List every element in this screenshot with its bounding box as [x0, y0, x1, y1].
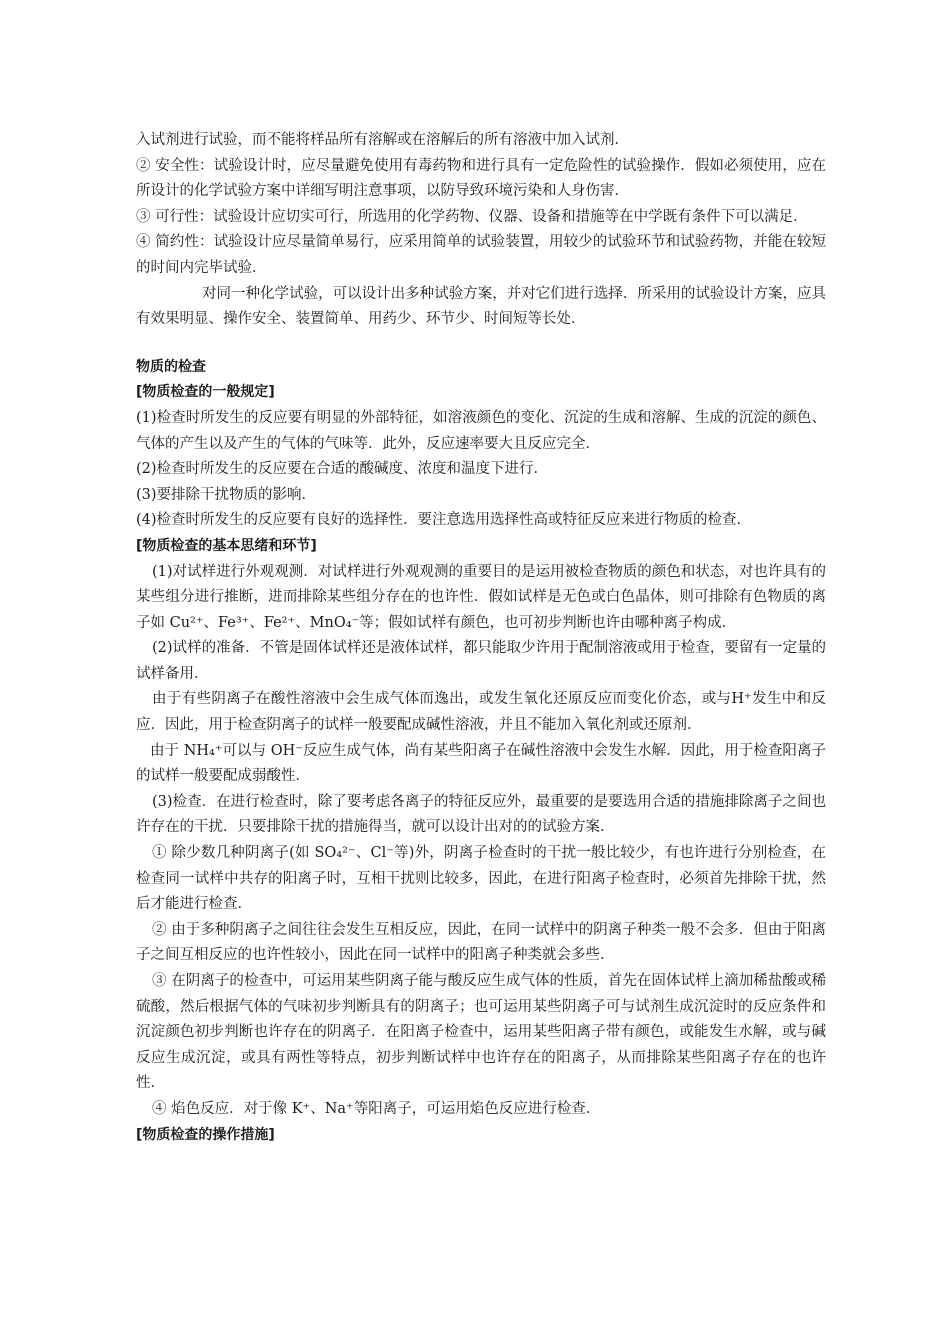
paragraph-simplicity: ④ 简约性：试验设计应尽量简单易行，应采用简单的试验装置，用较少的试验环节和试验药物，并能在较短的时间内完毕试验． — [136, 234, 826, 276]
detection-point-3: ③ 在阴离子的检查中，可运用某些阴离子能与酸反应生成气体的性质，首先在固体试样上滴加稀盐酸或稀硫酸，然后根据气体的气味初步判断具有的阴离子；也可运用某些阴离子可与试剂生成沉淀时的反应条件和沉淀颜色初步判断也许存在的阴离子．在阳离子检查中，运用某些阳离子带有颜色，或能发生水解，或与碱反应生成沉淀，或具有两性等特点，初步判断试样中也许存在的阳离子，从而排除某些阳离子存在的也许性． — [136, 973, 826, 1092]
paragraph-cation-sample: 由于 NH₄⁺可以与 OH⁻反应生成气体，尚有某些阳离子在碱性溶液中会发生水解．因此，用于检查阳离子的试样一般要配成弱酸性． — [136, 742, 826, 785]
paragraph-feasibility: ③ 可行性：试验设计应切实可行，所选用的化学药物、仪器、设备和措施等在中学既有条件下可以满足． — [136, 208, 808, 225]
paragraph-reagent-note: 入试剂进行试验，而不能将样品所有溶解或在溶解后的所有溶液中加入试剂． — [136, 132, 629, 148]
step-3-detection: (3)检查．在进行检查时，除了要考虑各离子的特征反应外，最重要的是要选用合适的措施排除离子之间也许存在的干扰．只要排除干扰的措施得当，就可以设计出对的的试验方案． — [136, 793, 826, 836]
detection-point-1: ① 除少数几种阴离子(如 SO₄²⁻、Cl⁻等)外，阴离子检查时的干扰一般比较少，有也许进行分别检查，在检查同一试样中共存的阳离子时，互相干扰则比较多，因此，在进行阳离子检查时，必须首先排除干扰，然后才能进行检查． — [136, 845, 826, 913]
paragraph-anion-sample: 由于有些阴离子在酸性溶液中会生成气体而逸出，或发生氧化还原反应而变化价态，或与H⁺发生中和反应．因此，用于检查阴离子的试样一般要配成碱性溶液，并且不能加入氧化剂或还原剂． — [136, 691, 826, 734]
rule-item-2: (2)检查时所发生的反应要在合适的酸碱度、浓度和温度下进行． — [136, 461, 549, 478]
section-title: 物质的检查 — [136, 358, 206, 375]
subsection-title-general-rules: [物质检查的一般规定] — [136, 384, 275, 401]
detection-point-4: ④ 焰色反应．对于像 K⁺、Na⁺等阳离子，可运用焰色反应进行检查． — [152, 1100, 601, 1117]
subsection-title-methods: [物质检查的操作措施] — [136, 1126, 275, 1143]
detection-point-2: ② 由于多种阴离子之间往往会发生互相反应，因此，在同一试样中的阴离子种类一般不会多．但由于阳离子之间互相反应的也许性较小，因此在同一试样中的阳离子种类就会多些． — [136, 921, 826, 964]
step-2-preparation: (2)试样的准备．不管是固体试样还是液体试样，都只能取少许用于配制溶液或用于检查，要留有一定量的试样备用． — [136, 640, 826, 682]
rule-item-1: (1)检查时所发生的反应要有明显的外部特征，如溶液颜色的变化、沉淀的生成和溶解、生成的沉淀的颜色、气体的产生以及产生的气体的气味等．此外，反应速率要大且反应完全． — [136, 409, 826, 452]
rule-item-4: (4)检查时所发生的反应要有良好的选择性．要注意选用选择性高或特征反应来进行物质的检查． — [136, 512, 752, 529]
subsection-title-basic-steps: [物质检查的基本思绪和环节] — [136, 537, 317, 554]
document-page — [136, 128, 826, 1148]
paragraph-safety: ② 安全性：试验设计时，应尽量避免使用有毒药物和进行具有一定危险性的试验操作．假如必须使用，应在所设计的化学试验方案中详细写明注意事项，以防导致环境污染和人身伤害． — [136, 157, 826, 200]
rule-item-3: (3)要排除干扰物质的影响． — [136, 486, 317, 503]
paragraph-plan-selection: 对同一种化学试验，可以设计出多种试验方案，并对它们进行选择．所采用的试验设计方案，应具有效果明显、操作安全、装置简单、用药少、环节少、时间短等长处． — [136, 285, 826, 328]
section-gap — [136, 333, 826, 355]
step-1-observation: (1)对试样进行外观观测．对试样进行外观观测的重要目的是运用被检查物质的颜色和状态，对也许具有的某些组分进行推断，进而排除某些组分存在的也许性．假如试样是无色或白色晶体，则可排除有色物质的离子如 Cu²⁺、Fe³⁺、Fe²⁺、MnO₄⁻等；假如试样有颜色，也可初步判断也许由哪种离子构成． — [136, 563, 826, 631]
